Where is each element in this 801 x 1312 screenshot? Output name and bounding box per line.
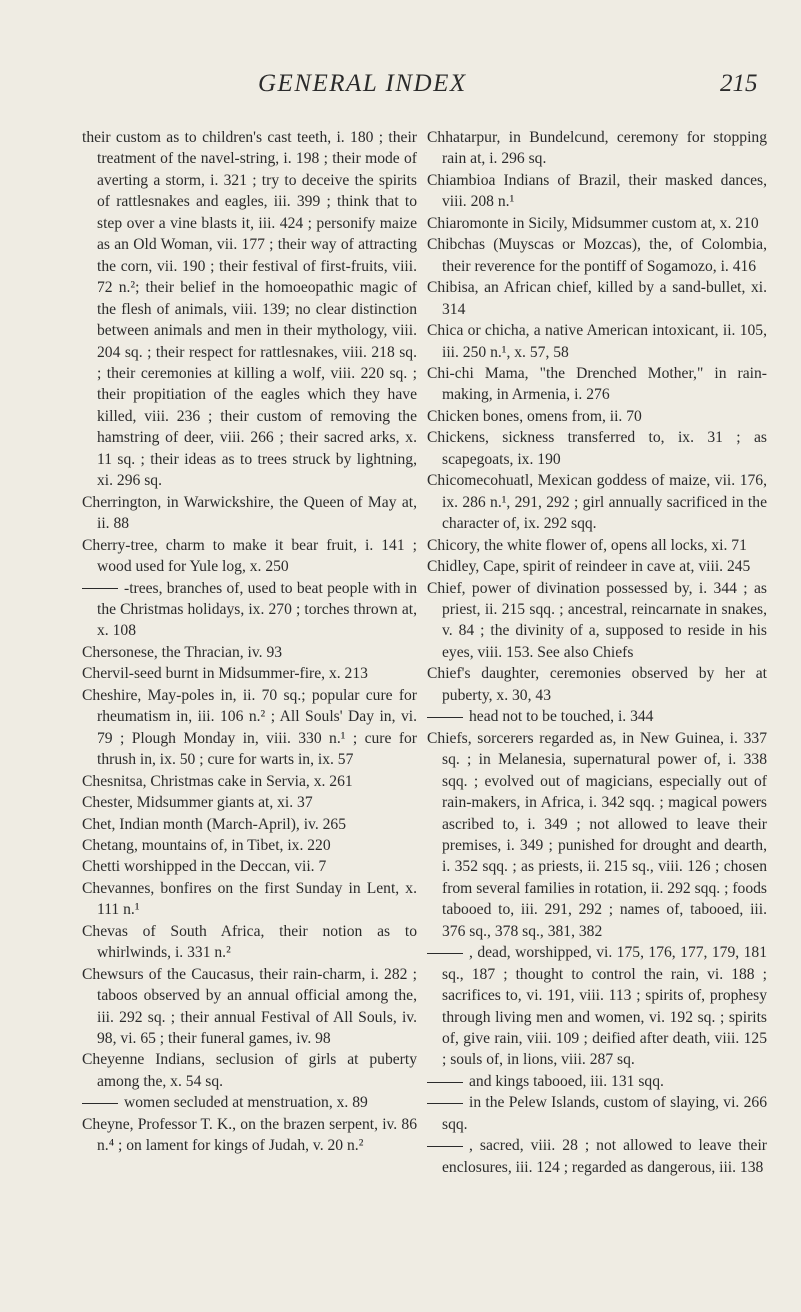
entry-text: Chesnitsa, Christmas cake in Servia, x. 261 (82, 772, 353, 790)
running-title: GENERAL INDEX (258, 70, 467, 97)
index-entry (82, 771, 417, 792)
index-entry (427, 170, 767, 213)
left-column (82, 127, 417, 1157)
entry-text: Chevas of South Africa, their notion as to whirlwinds, i. 331 n.² (82, 922, 417, 962)
subentry-dash (427, 953, 463, 954)
index-entry (427, 427, 767, 470)
index-entry (82, 127, 417, 492)
index-entry (82, 921, 417, 964)
subentry-dash (427, 717, 463, 718)
index-entry (427, 363, 767, 406)
entry-text: Chetti worshipped in the Deccan, vii. 7 (82, 858, 327, 876)
entry-text: Chief's daughter, ceremonies observed by her at puberty, x. 30, 43 (427, 665, 767, 704)
entry-text: Chiefs, sorcerers regarded as, in New Guinea, i. 337 sq. ; in Melanesia, supernatural power of, i. 338 sqq. ; evolved out of magicians, especially out of rain-makers, in Africa, i. 342 sqq. ; magical powers ascribed to, i. 349 ; not allowed to leave their premises, i. 349 ; punished for drought and dearth, i. 352 sqq. ; as priests, ii. 215 sq., viii. 126 ; chosen from several families in rotation, ii. 292 sqq. ; foods tabooed to, iii. 291, 292 ; names of, tabooed, iii. 376 sq., 378 sq., 381, 382 (427, 729, 767, 940)
entry-text: in the Pelew Islands, custom of slaying, vi. 266 sqq. (442, 1094, 767, 1133)
entry-text: Chicomecohuatl, Mexican goddess of maize, vii. 176, ix. 286 n.¹, 291, 292 ; girl annually sacrificed in the character of, ix. 292 sqq. (427, 472, 767, 533)
entry-text: Chervil-seed burnt in Midsummer-fire, x. 213 (82, 665, 368, 683)
index-entry (427, 406, 767, 427)
index-entry (82, 1114, 417, 1157)
index-entry (427, 578, 767, 664)
entry-text: Chicken bones, omens from, ii. 70 (427, 407, 642, 425)
page-header (0, 70, 801, 110)
index-entry (82, 535, 417, 578)
index-entry (427, 234, 767, 277)
index-entry (427, 213, 767, 234)
entry-text: Chevannes, bonfires on the first Sunday in Lent, x. 111 n.¹ (82, 879, 417, 919)
entry-text: Chibisa, an African chief, killed by a sand-bullet, xi. 314 (427, 279, 767, 318)
index-subentry (427, 1071, 767, 1092)
entry-text: Cherrington, in Warwickshire, the Queen of May at, ii. 88 (82, 493, 417, 533)
entry-text: head not to be touched, i. 344 (469, 708, 654, 726)
index-entry (82, 814, 417, 835)
index-entry (82, 685, 417, 771)
entry-text: Chica or chicha, a native American intoxicant, ii. 105, iii. 250 n.¹, x. 57, 58 (427, 322, 767, 361)
entry-text: , dead, worshipped, vi. 175, 176, 177, 179, 181 sq., 187 ; thought to control the rain, vi. 188 ; sacrifices to, vi. 191, viii. 113 ; spirits of, prophesy through living men and women, vi. 192 sq. ; spirits of, give rain, viii. 109 ; deified after death, viii. 125 ; souls of, in lions, viii. 287 sq. (442, 944, 767, 1069)
index-entry (82, 878, 417, 921)
index-subentry (427, 942, 767, 1071)
entry-text: and kings tabooed, iii. 131 sqq. (469, 1072, 664, 1090)
entry-text: Chickens, sickness transferred to, ix. 31 ; as scapegoats, ix. 190 (427, 429, 767, 468)
entry-text: , sacred, viii. 28 ; not allowed to leave their enclosures, iii. 124 ; regarded as dangerous, iii. 138 (442, 1137, 767, 1176)
subentry-dash (427, 1103, 463, 1104)
entry-text: Cheyne, Professor T. K., on the brazen serpent, iv. 86 n.⁴ ; on lament for kings of Judah, v. 20 n.² (82, 1115, 417, 1155)
index-subentry (427, 1092, 767, 1135)
right-column (427, 127, 767, 1178)
entry-text: -trees, branches of, used to beat people with in the Christmas holidays, ix. 270 ; torches thrown at, x. 108 (97, 579, 417, 640)
entry-text: Chester, Midsummer giants at, xi. 37 (82, 794, 313, 812)
index-entry (82, 964, 417, 1050)
index-entry (82, 642, 417, 663)
subentry-dash (82, 588, 118, 589)
entry-text: Cheshire, May-poles in, ii. 70 sq.; popular cure for rheumatism in, iii. 106 n.² ; All Souls' Day in, vi. 79 ; Plough Monday in, viii. 330 n.¹ ; cure for thrush in, ix. 50 ; cure for warts in, ix. 57 (82, 686, 417, 769)
entry-text: Chibchas (Muyscas or Mozcas), the, of Colombia, their reverence for the pontiff of Sogamozo, i. 416 (427, 236, 767, 275)
index-entry (82, 792, 417, 813)
index-entry (427, 535, 767, 556)
entry-text: Chief, power of divination possessed by, i. 344 ; as priest, ii. 215 sqq. ; ancestral, reincarnate in snakes, v. 84 ; the divinity of a, supposed to reside in his eyes, viii. 153. See also Chiefs (427, 579, 767, 661)
index-entry (427, 127, 767, 170)
index-subentry (82, 1092, 417, 1113)
index-entry (427, 556, 767, 577)
index-entry (82, 663, 417, 684)
subentry-dash (427, 1146, 463, 1147)
index-entry (82, 492, 417, 535)
entry-text: Chewsurs of the Caucasus, their rain-charm, i. 282 ; taboos observed by an annual official among the, iii. 292 sq. ; their annual Festival of All Souls, iv. 98, vi. 65 ; their funeral games, iv. 98 (82, 965, 417, 1048)
index-entry (82, 835, 417, 856)
entry-text: Chhatarpur, in Bundelcund, ceremony for stopping rain at, i. 296 sq. (427, 129, 767, 168)
entry-text: Cherry-tree, charm to make it bear fruit, i. 141 ; wood used for Yule log, x. 250 (82, 536, 417, 576)
entry-text: Chidley, Cape, spirit of reindeer in cave at, viii. 245 (427, 558, 751, 576)
index-subentry (427, 1135, 767, 1178)
entry-text: Chetang, mountains of, in Tibet, ix. 220 (82, 836, 331, 854)
entry-text: Chiaromonte in Sicily, Midsummer custom at, x. 210 (427, 214, 759, 232)
index-entry (427, 277, 767, 320)
subentry-dash (427, 1082, 463, 1083)
index-entry (427, 320, 767, 363)
subentry-dash (82, 1103, 118, 1104)
entry-text: Chiambioa Indians of Brazil, their masked dances, viii. 208 n.¹ (427, 171, 767, 211)
entry-text: women secluded at menstruation, x. 89 (124, 1094, 368, 1112)
page-number: 215 (720, 70, 758, 97)
entry-text: Chicory, the white flower of, opens all locks, xi. 71 (427, 536, 747, 554)
index-subentry (427, 706, 767, 727)
index-entry (82, 1049, 417, 1092)
index-entry (82, 856, 417, 877)
index-subentry (82, 578, 417, 642)
entry-text: Cheyenne Indians, seclusion of girls at puberty among the, x. 54 sq. (82, 1051, 417, 1090)
index-entry (427, 728, 767, 943)
entry-text: Chet, Indian month (March-April), iv. 265 (82, 815, 347, 833)
entry-text: their custom as to children's cast teeth, i. 180 ; their treatment of the navel-string, i. 198 ; their mode of averting a storm, i. 321 ; try to deceive the spirits of rattlesnakes and eagles, iii. 399 ; think that to step over a vine blasts it, iii. 424 ; personify maize as an Old Woman, vii. 177 ; their way of attracting the corn, vii. 190 ; their festival of first-fruits, viii. 72 n.²; their belief in the homoeopathic magic of the flesh of animals, viii. 139; no clear distinction between animals and men in their mythology, viii. 204 sq. ; their respect for rattlesnakes, viii. 218 sq. ; their ceremonies at killing a wolf, viii. 220 sq. ; their propitiation of the eagles which they have killed, viii. 236 ; their custom of removing the hamstring of deer, viii. 266 ; their sacred arks, x. 11 sq. ; their ideas as to trees struck by lightning, xi. 296 sq. (82, 129, 417, 490)
entry-text: Chi-chi Mama, "the Drenched Mother," in rain-making, in Armenia, i. 276 (427, 364, 767, 404)
entry-text: Chersonese, the Thracian, iv. 93 (82, 643, 283, 661)
index-entry (427, 470, 767, 534)
index-entry (427, 663, 767, 706)
